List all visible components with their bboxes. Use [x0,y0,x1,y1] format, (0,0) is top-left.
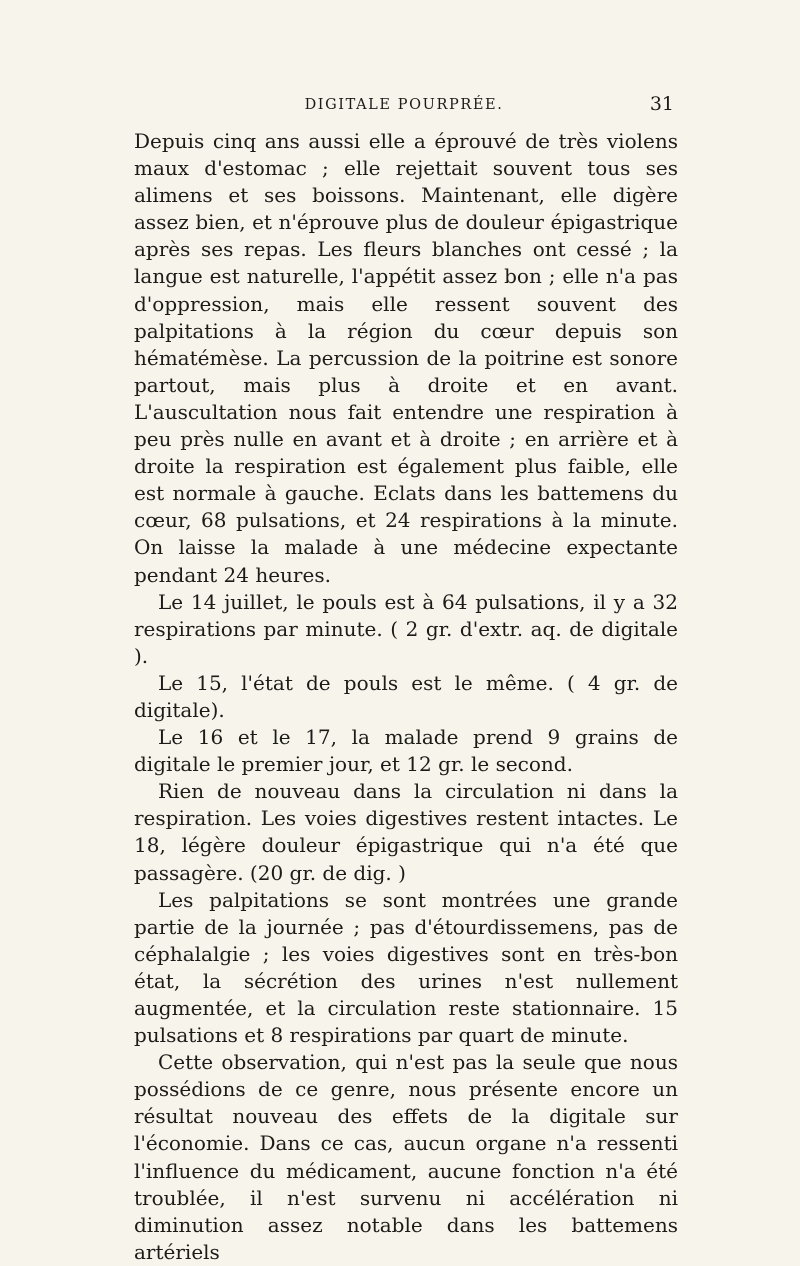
running-title: DIGITALE POURPRÉE. [304,97,504,113]
paragraph: Le 15, l'état de pouls est le même. ( 4 gr. de digitale). [134,670,678,722]
paragraph: Rien de nouveau dans la circulation ni dans la respiration. Les voies digestives restent intactes. Le 18, légère douleur épigastrique qui n'a été que passagère. (20 gr. de dig. ) [134,779,678,885]
page-number: 31 [649,93,674,115]
paragraph: Le 14 juillet, le pouls est à 64 pulsations, il y a 32 respirations par minute. ( 2 gr. d'extr. aq. de digitale ). [134,589,678,668]
paragraph: Depuis cinq ans aussi elle a éprouvé de très violens maux d'estomac ; elle rejettait souvent tous ses alimens et ses boissons. Maintenant, elle digère assez bien, et n'éprouve plus de douleur épigastrique après ses repas. Les fleurs blanches ont cessé ; la langue est naturelle, l'appétit assez bon ; elle n'a pas d'oppression, mais elle ressent souvent des palpitations à la région du cœur depuis son hématémèse. La percussion de la poitrine est sonore partout, mais plus à droite et en avant. L'auscultation nous fait entendre une respiration à peu près nulle en avant et à droite ; en arrière et à droite la respiration est également plus faible, elle est normale à gauche. Eclats dans les battemens du cœur, 68 pulsations, et 24 respirations à la minute. On laisse la malade à une médecine expectante pendant 24 heures. [134,129,678,587]
body-text [134,128,678,1266]
paragraph: Les palpitations se sont montrées une grande partie de la journée ; pas d'étourdissemens, pas de céphalalgie ; les voies digestives sont en très-bon état, la sécrétion des urines n'est nullement augmentée, et la circulation reste stationnaire. 15 pulsations et 8 respirations par quart de minute. [134,887,678,1048]
paragraph: Le 16 et le 17, la malade prend 9 grains de digitale le premier jour, et 12 gr. le second. [134,725,678,777]
paragraph: Cette observation, qui n'est pas la seule que nous possédions de ce genre, nous présente encore un résultat nouveau des effets de la digitale sur l'économie. Dans ce cas, aucun organe n'a ressenti l'influence du médicament, aucune fonction n'a été troublée, il n'est survenu ni accélération ni diminution assez notable dans les battemens artériels [134,1050,678,1264]
page-header [134,93,674,123]
